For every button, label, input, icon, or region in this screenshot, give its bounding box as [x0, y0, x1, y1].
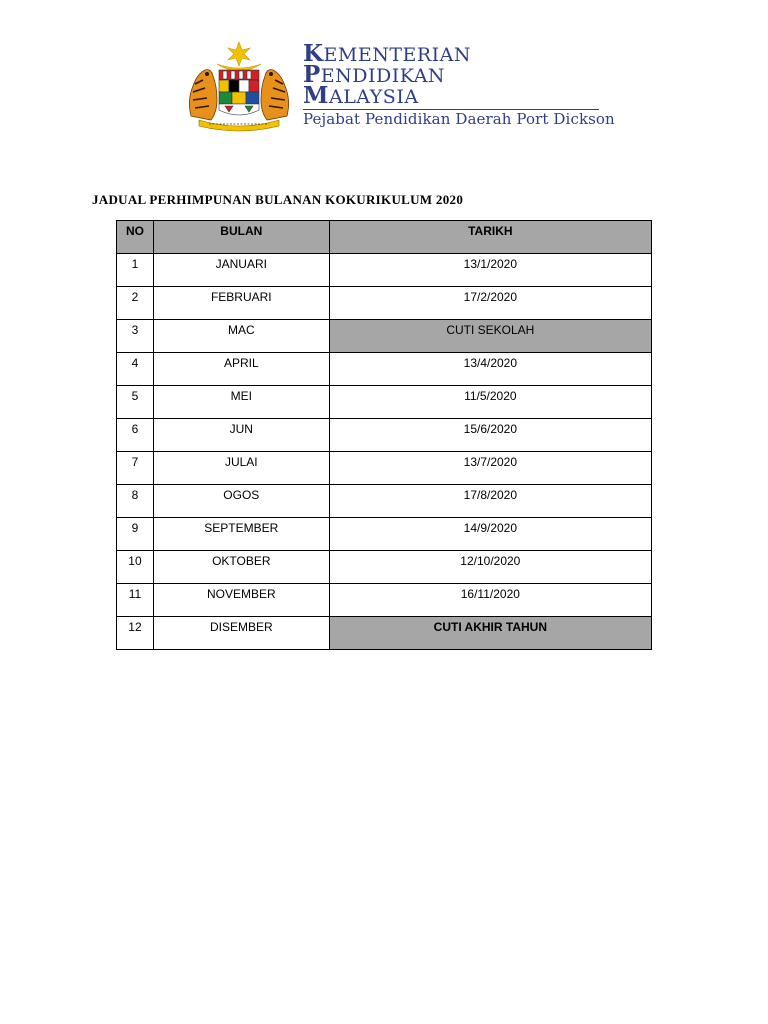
table-row: [117, 452, 652, 485]
cell-bulan: JUN: [153, 419, 329, 452]
table-body: [117, 254, 652, 650]
cell-tarikh: 17/8/2020: [329, 485, 651, 518]
malaysia-coat-of-arms-icon: [183, 40, 295, 132]
cell-tarikh: CUTI AKHIR TAHUN: [329, 617, 651, 650]
table-row: [117, 485, 652, 518]
table-row: [117, 584, 652, 617]
cell-bulan: OKTOBER: [153, 551, 329, 584]
cell-bulan: NOVEMBER: [153, 584, 329, 617]
table-row: [117, 386, 652, 419]
header-bulan: BULAN: [153, 221, 329, 254]
cell-no: 10: [117, 551, 154, 584]
table-row: [117, 617, 652, 650]
table-row: [117, 254, 652, 287]
cell-bulan: MEI: [153, 386, 329, 419]
header-tarikh: TARIKH: [329, 221, 651, 254]
cell-no: 4: [117, 353, 154, 386]
table-row: [117, 287, 652, 320]
cell-no: 8: [117, 485, 154, 518]
table-row: [117, 551, 652, 584]
office-name: Pejabat Pendidikan Daerah Port Dickson: [303, 110, 615, 128]
cell-tarikh: 13/4/2020: [329, 353, 651, 386]
cell-no: 6: [117, 419, 154, 452]
table-row: [117, 353, 652, 386]
document-title: JADUAL PERHIMPUNAN BULANAN KOKURIKULUM 2020: [92, 192, 464, 207]
cell-no: 1: [117, 254, 154, 287]
cell-tarikh: 13/1/2020: [329, 254, 651, 287]
cell-no: 11: [117, 584, 154, 617]
table-row: [117, 518, 652, 551]
cell-bulan: APRIL: [153, 353, 329, 386]
schedule-table: [116, 220, 652, 650]
cell-bulan: JULAI: [153, 452, 329, 485]
cell-tarikh: 13/7/2020: [329, 452, 651, 485]
cell-tarikh: 12/10/2020: [329, 551, 651, 584]
ministry-line-3: MALAYSIA: [303, 82, 419, 109]
table-row: [117, 320, 652, 353]
cell-no: 7: [117, 452, 154, 485]
cell-tarikh: 15/6/2020: [329, 419, 651, 452]
cell-bulan: DISEMBER: [153, 617, 329, 650]
cell-no: 12: [117, 617, 154, 650]
cell-no: 2: [117, 287, 154, 320]
cell-tarikh: 11/5/2020: [329, 386, 651, 419]
table-header-row: [117, 221, 652, 254]
cell-bulan: MAC: [153, 320, 329, 353]
cell-no: 3: [117, 320, 154, 353]
cell-bulan: OGOS: [153, 485, 329, 518]
cell-tarikh: 17/2/2020: [329, 287, 651, 320]
cell-no: 5: [117, 386, 154, 419]
cell-no: 9: [117, 518, 154, 551]
table-row: [117, 419, 652, 452]
cell-tarikh: CUTI SEKOLAH: [329, 320, 651, 353]
cell-tarikh: 14/9/2020: [329, 518, 651, 551]
header-no: NO: [117, 221, 154, 254]
cell-tarikh: 16/11/2020: [329, 584, 651, 617]
ministry-name: [303, 40, 615, 128]
cell-bulan: FEBRUARI: [153, 287, 329, 320]
cell-bulan: JANUARI: [153, 254, 329, 287]
letterhead: [183, 40, 615, 132]
ministry-line-2: PENDIDIKAN: [303, 61, 446, 88]
ministry-line-1: KEMENTERIAN: [303, 40, 472, 67]
cell-bulan: SEPTEMBER: [153, 518, 329, 551]
